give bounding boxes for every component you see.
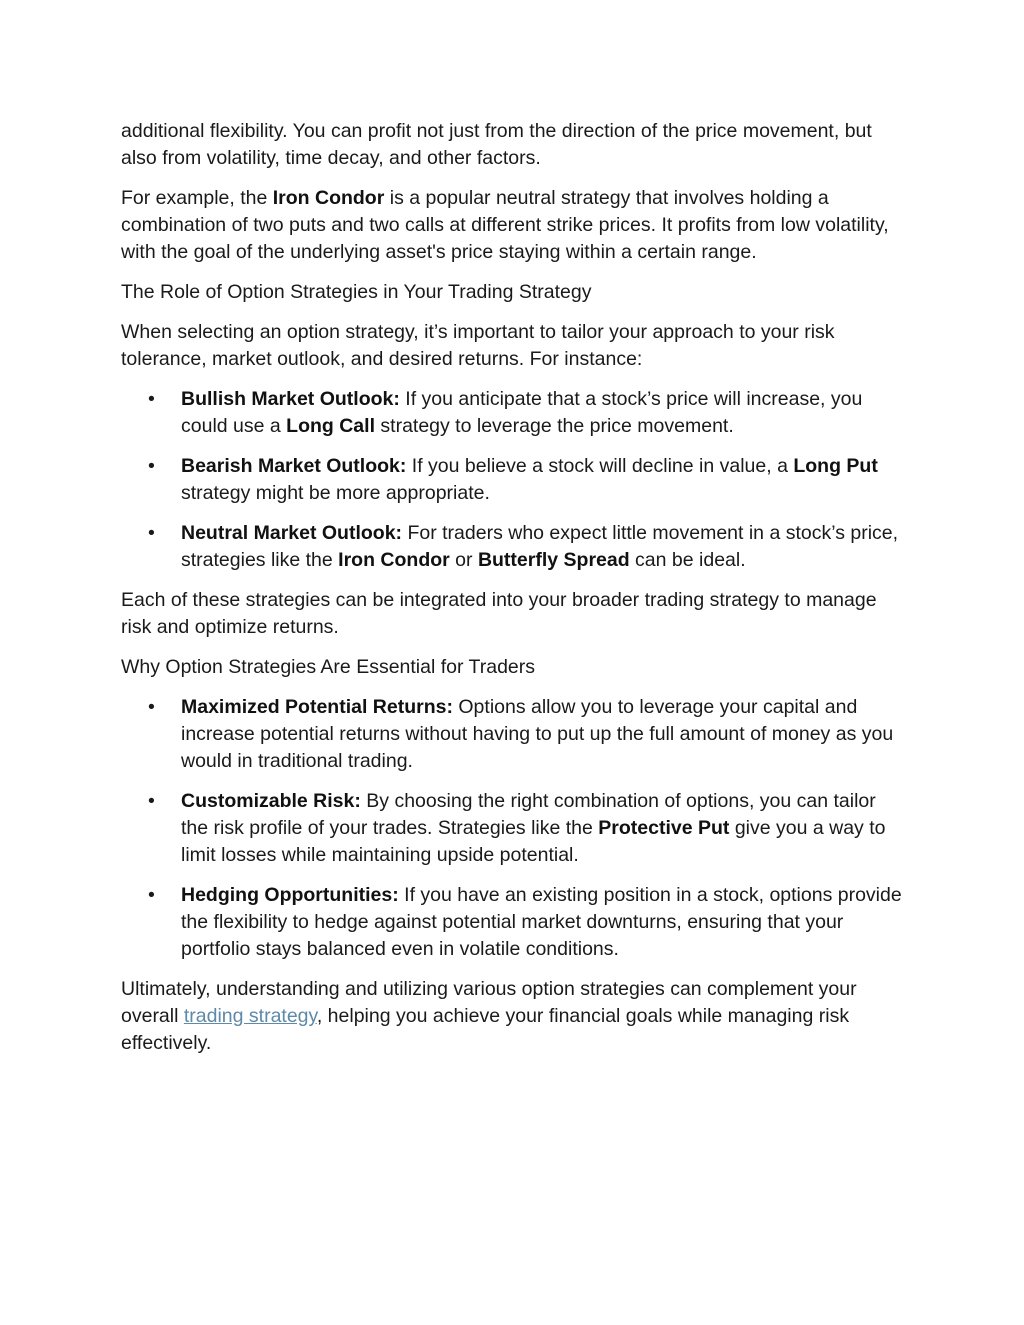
section-heading-role: The Role of Option Strategies in Your Trading Strategy [121,281,592,303]
list-item [121,453,906,507]
text-run: If you anticipate that a stock’s price will increase, you could use a [181,388,863,437]
document-page [121,118,906,1070]
trading-strategy-link[interactable]: trading strategy [183,1005,317,1027]
text-run: Ultimately, understanding and utilizing various option strategies can complement your overall [121,978,857,1027]
list-item-lead: Neutral Market Outlook: [181,522,403,544]
paragraph-iron-condor [121,185,906,266]
bullet-icon: • [148,884,155,906]
market-outlook-list [121,386,906,574]
text-run: or [449,549,478,571]
text-run: If you have an existing position in a stock, options provide the flexibility to hedge against potential market downturns, ensuring that your portfolio stays balanced even in volatile conditions. [181,884,902,960]
bullet-icon: • [148,522,155,544]
list-item-lead: Bullish Market Outlook: [181,388,400,410]
list-item [121,386,906,440]
text-run: can be ideal. [629,549,746,571]
text-run: strategy to leverage the price movement. [374,415,734,437]
paragraph-ultimately [121,976,906,1057]
text-run: , helping you achieve your financial goals while managing risk effectively. [121,1005,850,1054]
benefits-list [121,694,906,963]
list-item [121,694,906,775]
bold-term-iron-condor: Iron Condor [272,187,385,209]
list-item-lead: Maximized Potential Returns: [181,696,453,718]
paragraph-flexibility: additional flexibility. You can profit not just from the direction of the price movement, but also from volatility, time decay, and other factors. [121,120,872,169]
text-run: For example, the [121,187,273,209]
bullet-icon: • [148,455,155,477]
section-heading-why: Why Option Strategies Are Essential for Traders [121,656,536,678]
list-item-lead: Customizable Risk: [181,790,361,812]
bold-term: Butterfly Spread [477,549,630,571]
bullet-icon: • [148,696,155,718]
text-run: For traders who expect little movement in a stock’s price, strategies like the [181,522,899,571]
list-item-lead: Hedging Opportunities: [181,884,399,906]
paragraph-each-strategy: Each of these strategies can be integrated into your broader trading strategy to manage risk and optimize returns. [121,589,877,638]
text-run: Options allow you to leverage your capital and increase potential returns without having to put up the full amount of money as you would in traditional trading. [181,696,894,772]
bold-term: Protective Put [598,817,730,839]
text-run: By choosing the right combination of options, you can tailor the risk profile of your trades. Strategies like the [181,790,876,839]
bold-term: Long Put [793,455,878,477]
bold-term: Long Call [286,415,375,437]
text-run: If you believe a stock will decline in value, a [406,455,794,477]
bullet-icon: • [148,388,155,410]
list-item [121,520,906,574]
text-run: give you a way to limit losses while maintaining upside potential. [181,817,886,866]
bold-term: Iron Condor [338,549,450,571]
bullet-icon: • [148,790,155,812]
paragraph-selecting: When selecting an option strategy, it’s important to tailor your approach to your risk tolerance, market outlook, and desired returns. For instance: [121,321,835,370]
list-item [121,882,906,963]
text-run: is a popular neutral strategy that involves holding a combination of two puts and two calls at different strike prices. It profits from low volatility, with the goal of the underlying asset's price staying within a certain range. [121,187,889,263]
text-run: strategy might be more appropriate. [181,482,490,504]
list-item-lead: Bearish Market Outlook: [181,455,407,477]
list-item [121,788,906,869]
